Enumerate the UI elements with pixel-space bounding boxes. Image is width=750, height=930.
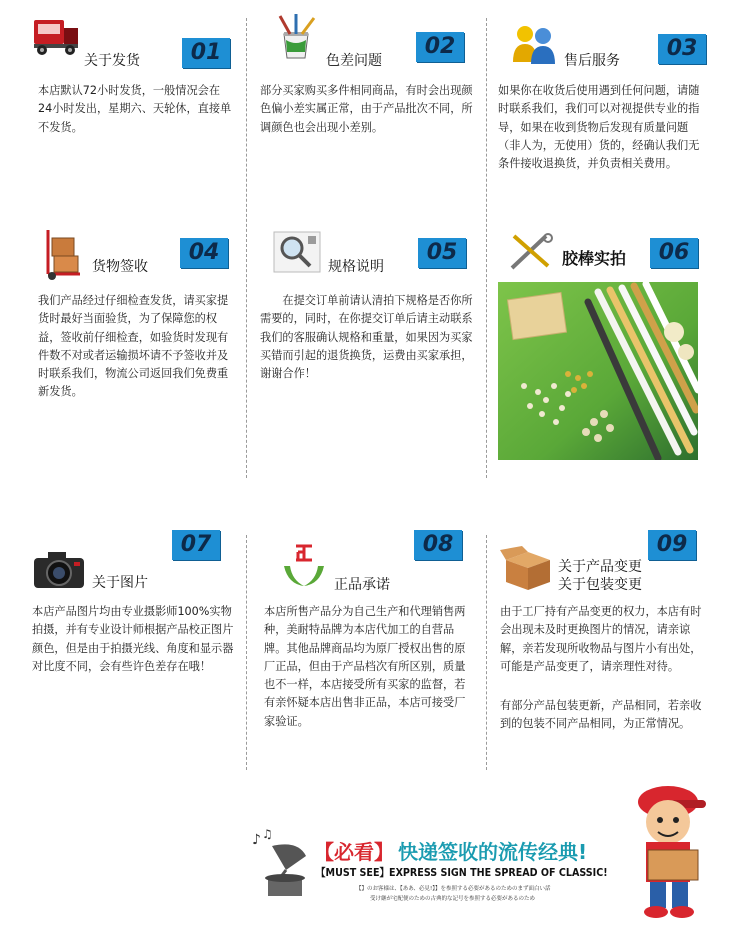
cell-title: 关于产品变更	[558, 559, 642, 575]
glue-sticks-photo	[498, 282, 698, 464]
cell-number-badge: 06	[650, 238, 698, 268]
cell-title: 关于图片	[92, 575, 148, 591]
cell-body: 如果你在收货后使用遇到任何问题，请随时联系我们，我们可以对视提供专业的指导，如果在收到货物后发现有质量问题（非人为，无使用）货的，经确认我们无条件接收退换货，并负责相关费用。	[498, 84, 700, 171]
column-divider	[486, 18, 487, 478]
column-divider	[246, 18, 247, 478]
footer-headline-bracket: 【必看】	[314, 840, 394, 864]
truck-icon	[30, 14, 82, 62]
svg-text:♪: ♪	[252, 832, 261, 848]
cell-number-badge: 01	[182, 38, 230, 68]
cell-body: 本店所售产品分为自己生产和代理销售两种，美耐特品牌为本店代加工的自营品牌。其他品牌商品均为原厂授权出售的原厂正品，但由于产品档次有所区别，质量也不一样，本店接受所有买家的监督，若有亲怀疑本店出售非正品，本店可接受厂家验证。	[264, 605, 466, 728]
cell-number-badge: 08	[414, 530, 462, 560]
cell-body: 本店默认72小时发货，一般情况会在24小时发出，星期六、天轮休，直接单不发货。	[38, 84, 232, 134]
gramophone-icon	[250, 826, 310, 906]
camera-icon	[32, 548, 86, 594]
footer-headline: 快递签收的流传经典!	[398, 840, 588, 864]
column-divider	[486, 535, 487, 770]
hand-truck-icon	[34, 228, 90, 284]
footer-japanese-1: 【】のお客様は、【ああ、必見!】】を参照する必要があるのためのまず面白い話	[356, 886, 551, 892]
cell-number-badge: 02	[416, 32, 464, 62]
cell-title: 色差问题	[326, 53, 382, 69]
cell-body: 在提交订单前请认清拍下规格是否你所需要的，同时，在你提交订单后请主动联系我们的客服确认规格和重量，如果因为买家买错而引起的退货换货，运费由买家承担，谢谢合作！	[260, 294, 473, 381]
footer-english: 【MUST SEE】EXPRESS SIGN THE SPREAD OF CLASSIC!	[316, 867, 608, 879]
paint-brush-icon	[272, 12, 322, 66]
cell-title: 售后服务	[564, 53, 620, 69]
genuine-seal-icon	[280, 540, 328, 592]
cell-title: 货物签收	[92, 259, 148, 275]
cell-title: 正品承诺	[334, 577, 390, 593]
cell-title-secondary: 关于包装变更	[558, 577, 642, 593]
magnifier-icon	[272, 228, 324, 280]
cell-number-badge: 03	[658, 34, 706, 64]
cell-body: 由于工厂持有产品变更的权力，本店有时会出现未及时更换图片的情况，请亲谅解，亲若发现所收物品与图片小有出处，可能是产品变更了，请亲理性对待。	[500, 605, 702, 673]
box-icon	[500, 546, 554, 596]
cell-title: 胶棒实拍	[562, 249, 627, 268]
service-people-icon	[510, 22, 558, 68]
cell-title: 关于发货	[84, 53, 140, 69]
delivery-boy-mascot	[618, 776, 728, 930]
cell-number-badge: 05	[418, 238, 466, 268]
column-divider	[246, 535, 247, 770]
cell-body: 我们产品经过仔细检查发货，请买家提货时最好当面验货，为了保障您的权益，签收前仔细检查，如验货时发现有件数不对或者运输损坏请不予签收并及时联系我们，物流公司返回我们免费重新发货。	[38, 294, 229, 399]
cell-number-badge: 04	[180, 238, 228, 268]
cell-number-badge: 09	[648, 530, 696, 560]
cell-title: 规格说明	[328, 259, 384, 275]
footer-japanese-2: 受け継が宅配便のための古典的な記号を参照する必要があるのため	[370, 896, 536, 902]
cell-number-badge: 07	[172, 530, 220, 560]
cell-body-secondary: 有部分产品包装更新，产品相同，若亲收到的包装不同产品相同，为正常情况。	[500, 699, 702, 731]
cell-body: 部分买家购买多件相同商品，有时会出现颜色偏小差实属正常，由于产品批次不同，所调颜色也会出现小差别。	[260, 84, 473, 134]
cell-body: 本店产品图片均由专业摄影师100%实物拍摄，并有专业设计师根据产品校正图片颜色，但是由于拍摄光线、角度和显示器对比度不同，会有些许色差存在哦！	[32, 605, 234, 673]
svg-text:♫: ♫	[262, 827, 273, 841]
tools-icon	[508, 232, 554, 276]
